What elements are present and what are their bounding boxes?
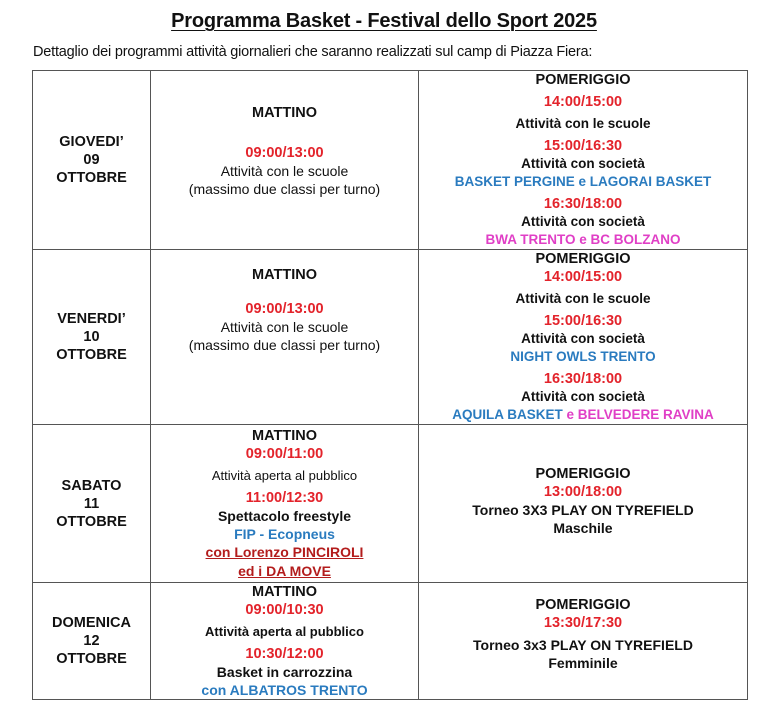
day-name: DOMENICA [52, 615, 131, 631]
afternoon-cell [419, 583, 748, 700]
activity-text: Torneo 3X3 PLAY ON TYREFIELD [472, 501, 694, 518]
activity-text: Attività con società [521, 214, 645, 229]
time-slot: 09:00/13:00 [245, 145, 324, 161]
time-slot: 11:00/12:30 [245, 489, 324, 506]
morning-cell [151, 250, 419, 425]
activity-text: Basket in carrozzina [216, 664, 353, 680]
time-slot: 09:00/13:00 [245, 301, 324, 317]
afternoon-header: POMERIGGIO [535, 465, 631, 482]
afternoon-header: POMERIGGIO [535, 72, 631, 88]
day-number: 10 [83, 329, 100, 345]
time-slot: 16:30/18:00 [543, 196, 623, 212]
activity-text: Attività aperta al pubblico [211, 467, 358, 483]
day-number: 11 [83, 495, 100, 512]
morning-cell [151, 71, 419, 250]
day-month: OTTOBRE [56, 651, 127, 667]
afternoon-cell [419, 250, 748, 425]
activity-text: Attività con le scuole [220, 163, 349, 179]
team-name-a: AQUILA BASKET [452, 407, 563, 422]
day-cell [33, 425, 151, 583]
morning-cell [151, 425, 419, 583]
time-slot: 14:00/15:00 [543, 94, 623, 110]
activity-text: Attività con le scuole [515, 291, 651, 306]
time-slot: 13:00/18:00 [543, 483, 623, 500]
day-name: SABATO [61, 477, 122, 494]
document-subtitle: Dettaglio dei programmi attività giornalieri che saranno realizzati sul camp di Piazza Fiera: [33, 44, 593, 60]
team-name-b: BELVEDERE RAVINA [577, 407, 714, 422]
day-cell [33, 71, 151, 250]
schedule-row-domenica [33, 583, 748, 700]
time-slot: 13:30/17:30 [543, 615, 623, 631]
morning-header: MATTINO [252, 267, 317, 283]
partner-name: con ALBATROS TRENTO [201, 682, 368, 698]
document-title [0, 9, 768, 33]
team-names: BASKET PERGINE e LAGORAI BASKET [454, 174, 712, 189]
activity-category: Maschile [553, 519, 613, 536]
partner-name: FIP - Ecopneus [234, 525, 335, 542]
day-cell [33, 583, 151, 700]
morning-header: MATTINO [252, 584, 317, 600]
activity-text: Attività con società [521, 156, 645, 171]
time-slot: 15:00/16:30 [543, 138, 623, 154]
team-connector: e [562, 407, 578, 422]
activity-text: Attività con società [521, 331, 645, 346]
time-slot: 09:00/10:30 [245, 602, 324, 618]
guest-line-1: con Lorenzo PINCIROLI [205, 543, 364, 560]
schedule-row-venerdi [33, 250, 748, 425]
activity-note: (massimo due classi per turno) [188, 337, 381, 353]
activity-text: Torneo 3x3 PLAY ON TYREFIELD [473, 637, 693, 653]
day-number: 09 [83, 152, 100, 168]
team-names-line [419, 406, 747, 424]
afternoon-header: POMERIGGIO [535, 597, 631, 613]
team-names: BWA TRENTO e BC BOLZANO [485, 232, 681, 247]
time-slot: 15:00/16:30 [543, 313, 623, 329]
document-title-text: Programma Basket - Festival dello Sport 2025 [171, 10, 597, 32]
day-name: GIOVEDI’ [59, 134, 124, 150]
afternoon-header: POMERIGGIO [535, 251, 631, 267]
activity-text: Attività aperta al pubblico [205, 624, 364, 639]
schedule-table [32, 70, 748, 700]
afternoon-cell [419, 71, 748, 250]
afternoon-cell [419, 425, 748, 583]
morning-header: MATTINO [252, 427, 317, 444]
activity-text: Spettacolo freestyle [217, 507, 352, 524]
day-month: OTTOBRE [56, 170, 127, 186]
day-month: OTTOBRE [56, 347, 127, 363]
morning-header: MATTINO [252, 105, 317, 121]
day-cell [33, 250, 151, 425]
activity-note: (massimo due classi per turno) [188, 181, 381, 197]
guest-line-2: ed i DA MOVE [238, 562, 331, 579]
team-names: NIGHT OWLS TRENTO [510, 349, 656, 364]
schedule-row-giovedi [33, 71, 748, 250]
time-slot: 16:30/18:00 [543, 371, 623, 387]
schedule-row-sabato [33, 425, 748, 583]
day-month: OTTOBRE [56, 513, 127, 530]
time-slot: 09:00/11:00 [245, 445, 324, 462]
morning-cell [151, 583, 419, 700]
activity-text: Attività con società [521, 389, 645, 404]
activity-text: Attività con le scuole [515, 116, 651, 131]
day-name: VENERDI’ [57, 311, 126, 327]
day-number: 12 [83, 633, 100, 649]
time-slot: 14:00/15:00 [543, 269, 623, 285]
time-slot: 10:30/12:00 [245, 646, 324, 662]
activity-text: Attività con le scuole [220, 319, 349, 335]
activity-category: Femminile [548, 655, 618, 671]
